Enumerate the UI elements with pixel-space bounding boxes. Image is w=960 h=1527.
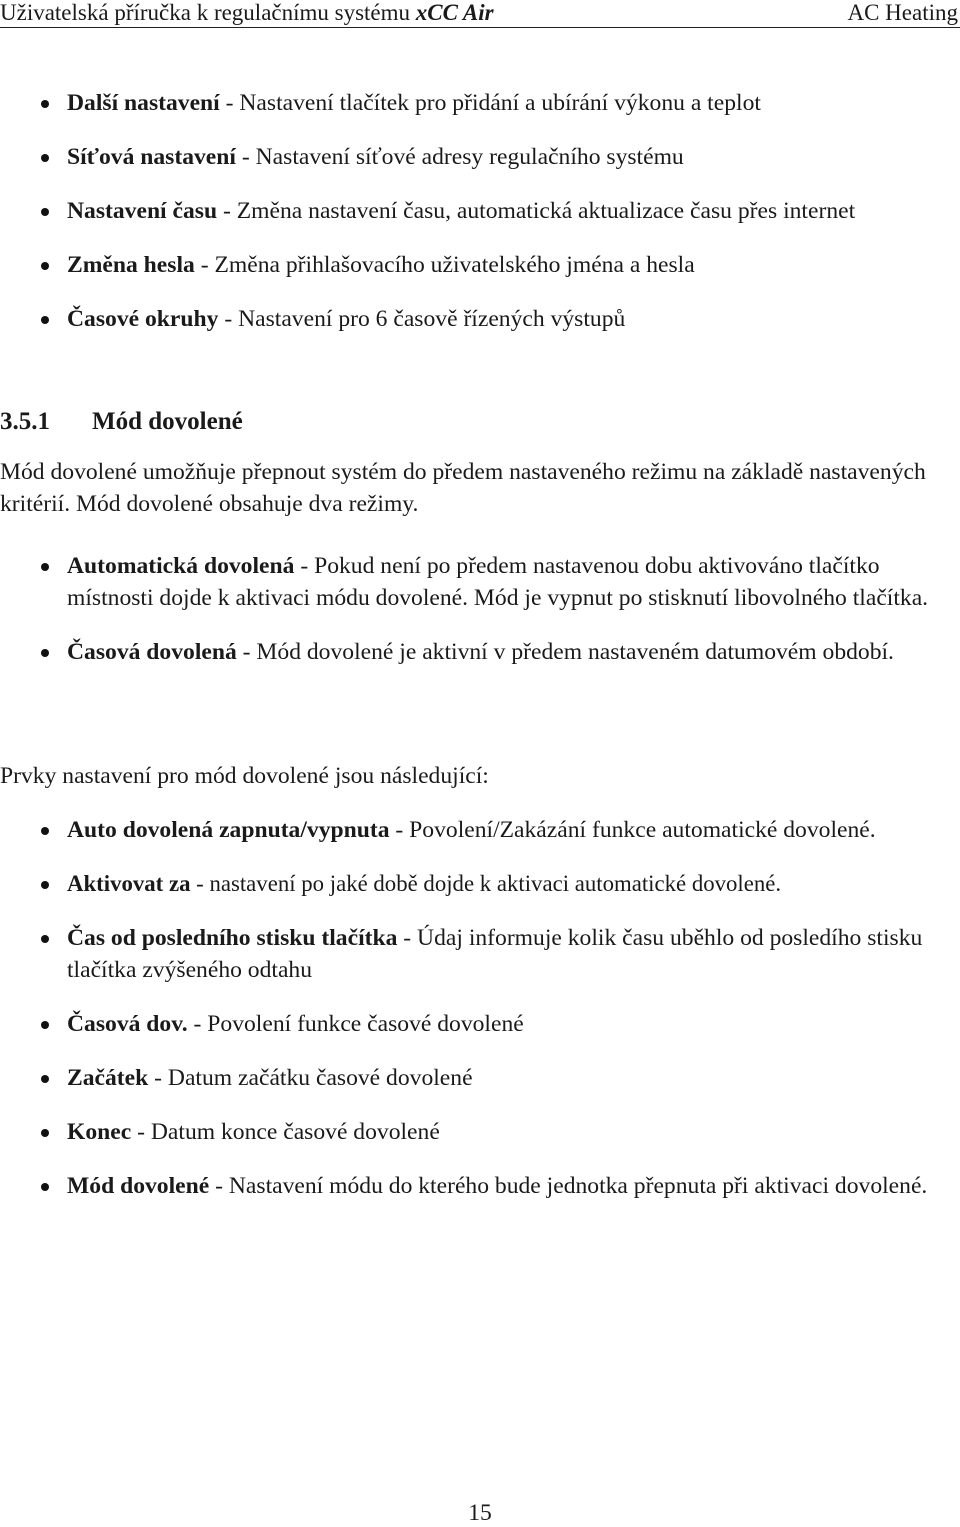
item-term: Automatická dovolená	[67, 553, 295, 579]
section-title: Mód dovolené	[92, 408, 243, 435]
list-item	[0, 550, 960, 614]
bullet-icon	[41, 208, 49, 216]
item-term: Mód dovolené	[67, 1173, 210, 1199]
list-item	[0, 249, 960, 281]
bullet-icon	[41, 1021, 49, 1029]
item-description: - Údaj informuje kolik času uběhlo od posledího stisku tlačítka zvýšeného odtahu	[67, 925, 923, 983]
item-term: Aktivovat za	[67, 871, 191, 896]
list-item	[0, 195, 960, 227]
bullet-icon	[41, 100, 49, 108]
item-term: Časová dov.	[67, 1011, 188, 1037]
header-product-name: xCC Air	[415, 0, 494, 25]
item-term: Konec	[67, 1119, 132, 1145]
item-description: - Změna nastavení času, automatická aktualizace času přes internet	[217, 198, 856, 224]
item-term: Čas od posledního stisku tlačítka	[67, 925, 398, 951]
item-description: - Mód dovolené je aktivní v předem nastaveném datumovém období.	[236, 639, 894, 665]
section-heading	[0, 407, 243, 437]
list-item	[0, 814, 960, 846]
elements-list	[0, 814, 960, 1202]
item-description: - Změna přihlašovacího uživatelského jména a hesla	[194, 252, 695, 278]
section-number: 3.5.1	[0, 408, 50, 435]
item-term: Další nastavení	[67, 90, 220, 116]
item-term: Auto dovolená zapnuta/vypnuta	[67, 817, 390, 843]
item-description: - Nastavení síťové adresy regulačního systému	[235, 144, 684, 170]
bullet-icon	[41, 1129, 49, 1137]
list-item	[0, 141, 960, 173]
header-title-text: Uživatelská příručka k regulačnímu systému	[0, 0, 416, 25]
item-description: - Pokud není po předem nastavenou dobu aktivováno tlačítko místnosti dojde k aktivaci módu dovolené. Mód je vypnut po stisknutí libovolného tlačítka.	[67, 553, 929, 611]
header-company: AC Heating	[847, 0, 958, 25]
item-description: - Povolení funkce časové dovolené	[187, 1011, 524, 1037]
list-item	[0, 303, 960, 335]
bullet-icon	[41, 649, 49, 657]
list-item	[0, 636, 960, 668]
page-number: 15	[468, 1500, 492, 1526]
item-description: - Nastavení tlačítek pro přidání a ubírání výkonu a teplot	[219, 90, 761, 116]
item-term: Začátek	[67, 1065, 149, 1091]
item-term: Síťová nastavení	[67, 144, 236, 170]
bullet-icon	[41, 316, 49, 324]
item-description: - Nastavení módu do kterého bude jednotka přepnuta při aktivaci dovolené.	[209, 1173, 928, 1199]
elements-intro: Prvky nastavení pro mód dovolené jsou následující:	[0, 763, 489, 789]
list-item	[0, 87, 960, 119]
list-item	[0, 1008, 960, 1040]
list-item	[0, 868, 960, 900]
list-item	[0, 1170, 960, 1202]
item-description: - Datum konce časové dovolené	[131, 1119, 440, 1145]
bullet-icon	[41, 262, 49, 270]
list-item	[0, 922, 960, 986]
header-title	[0, 0, 494, 26]
item-description: - Datum začátku časové dovolené	[148, 1065, 473, 1091]
bullet-icon	[41, 827, 49, 835]
list-item	[0, 1062, 960, 1094]
item-term: Změna hesla	[67, 252, 195, 278]
item-term: Nastavení času	[67, 198, 218, 224]
bullet-icon	[41, 1183, 49, 1191]
modes-list	[0, 550, 960, 668]
bullet-icon	[41, 881, 49, 889]
bullet-icon	[41, 154, 49, 162]
item-term: Časové okruhy	[67, 306, 219, 332]
item-description: - Povolení/Zakázání funkce automatické dovolené.	[389, 817, 876, 843]
running-header	[0, 0, 960, 28]
settings-list	[0, 87, 960, 335]
intro-paragraph: Mód dovolené umožňuje přepnout systém do předem nastaveného režimu na základě nastavených kritérií. Mód dovolené obsahuje dva režimy.	[0, 459, 926, 517]
item-term: Časová dovolená	[67, 639, 237, 665]
bullet-icon	[41, 563, 49, 571]
item-description: - nastavení po jaké době dojde k aktivaci automatické dovolené.	[190, 871, 782, 896]
bullet-icon	[41, 1075, 49, 1083]
item-description: - Nastavení pro 6 časově řízených výstupů	[218, 306, 626, 332]
bullet-icon	[41, 935, 49, 943]
list-item	[0, 1116, 960, 1148]
